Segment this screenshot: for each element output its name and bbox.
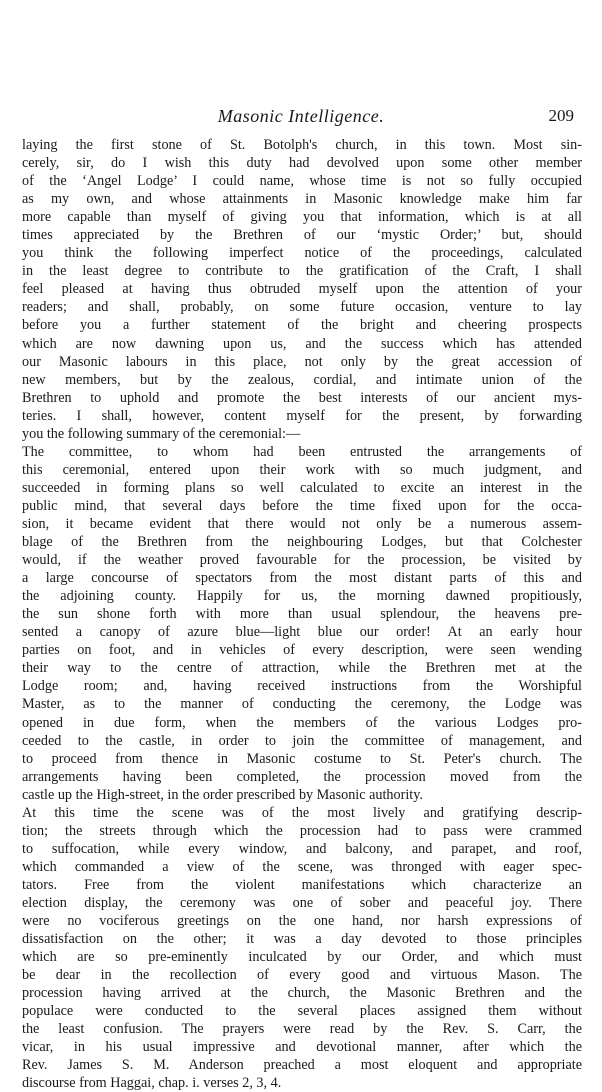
text-line: blage of the Brethren from the neighbouring Lodges, but that Colchester	[22, 534, 582, 551]
running-title: Masonic Intelligence.	[217, 106, 385, 126]
text-line: which commanded a view of the scene, was thronged with eager spec-	[22, 858, 582, 875]
text-line: times appreciated by the Brethren of our ‘mystic Order;’ but, should	[22, 227, 582, 244]
text-line: sion, it became evident that there would not only be a numerous assem-	[22, 515, 582, 532]
text-line: teries. I shall, however, content myself for the present, by forwarding	[22, 407, 582, 424]
text-line: arrangements having been completed, the procession moved from the	[22, 768, 582, 785]
text-line: were no vociferous greetings on the one hand, nor harsh expressions of	[22, 913, 582, 930]
text-line: which are so pre-eminently inculcated by our Order, and which must	[22, 949, 582, 966]
text-line: you the following summary of the ceremonial:—	[22, 425, 301, 442]
text-line: this ceremonial, entered upon their work with so much judgment, and	[22, 461, 582, 478]
text-line: The committee, to whom had been entrusted the arrangements of	[22, 443, 582, 460]
text-line: discourse from Haggai, chap. i. verses 2, 3, 4.	[22, 1075, 282, 1092]
text-line: our Masonic labours in this place, not only by the great accession of	[22, 353, 582, 370]
text-line: more capable than myself of giving you that information, which is at all	[22, 209, 582, 226]
text-line: the least confusion. The prayers were read by the Rev. S. Carr, the	[22, 1021, 582, 1038]
text-line: you think the following imperfect notice of the proceedings, calculated	[22, 245, 582, 262]
text-line: the adjoining county. Happily for us, the morning dawned propitiously,	[22, 588, 582, 605]
text-line: procession having arrived at the church, the Masonic Brethren and the	[22, 985, 582, 1002]
text-line: sented a canopy of azure blue—light blue our order! At an early hour	[22, 624, 582, 641]
text-line: Master, as to the manner of conducting the ceremony, the Lodge was	[22, 696, 582, 713]
text-line: castle up the High-street, in the order prescribed by Masonic authority.	[22, 786, 423, 803]
text-line: At this time the scene was of the most lively and gratifying descrip-	[22, 804, 582, 821]
text-line: to proceed from thence in Masonic costume to St. Peter's church. The	[22, 750, 582, 767]
text-line: tators. Free from the violent manifestations which characterize an	[22, 876, 582, 893]
text-line: opened in due form, when the members of the various Lodges pro-	[22, 714, 582, 731]
text-line: which are now dawning upon us, and the success which has attended	[22, 335, 582, 352]
text-line: before you a further statement of the bright and cheering prospects	[22, 317, 582, 334]
running-header	[22, 106, 580, 128]
text-line: Rev. James S. M. Anderson preached a most eloquent and appropriate	[22, 1057, 582, 1074]
body-text	[22, 136, 582, 1092]
text-line: vicar, in his usual impressive and devotional manner, after which the	[22, 1039, 582, 1056]
text-line: succeeded in forming plans so well calculated to excite an interest in the	[22, 479, 582, 496]
text-line: cerely, sir, do I wish this duty had devolved upon some other member	[22, 155, 582, 172]
text-line: of the ‘Angel Lodge’ I could name, whose time is not so fully occupied	[22, 173, 582, 190]
text-line: new members, but by the zealous, cordial, and intimate union of the	[22, 371, 582, 388]
text-line: would, if the weather proved favourable for the procession, be visited by	[22, 552, 582, 569]
text-line: parties on foot, and in vehicles of every description, were seen wending	[22, 642, 582, 659]
text-line: Lodge room; and, having received instructions from the Worshipful	[22, 678, 582, 695]
text-line: in the least degree to contribute to the gratification of the Craft, I shall	[22, 263, 582, 280]
text-line: public mind, that several days before the time fixed upon for the occa-	[22, 497, 582, 514]
text-line: ceeded to the castle, in order to join the committee of management, and	[22, 732, 582, 749]
text-line: a large concourse of spectators from the most distant parts of this and	[22, 570, 582, 587]
text-line: as my own, and whose attainments in Masonic knowledge make him far	[22, 191, 582, 208]
text-line: dissatisfaction on the other; it was a day devoted to those principles	[22, 931, 582, 948]
text-line: the sun shone forth with more than usual splendour, the heavens pre-	[22, 606, 582, 623]
text-line: election display, the ceremony was one of sober and peaceful joy. There	[22, 894, 582, 911]
text-line: to suffocation, while every window, and balcony, and parapet, and roof,	[22, 840, 582, 857]
text-line: populace were conducted to the several places assigned them without	[22, 1003, 582, 1020]
text-line: their way to the centre of attraction, while the Brethren met at the	[22, 660, 582, 677]
text-line: feel pleased at having thus obtruded myself upon the attention of your	[22, 281, 582, 298]
text-line: Brethren to uphold and promote the best interests of our ancient mys-	[22, 389, 582, 406]
text-line: be dear in the recollection of every good and virtuous Mason. The	[22, 967, 582, 984]
text-line: tion; the streets through which the procession had to pass were crammed	[22, 822, 582, 839]
text-line: readers; and shall, probably, on some future occasion, venture to lay	[22, 299, 582, 316]
page-number: 209	[548, 106, 574, 125]
text-line: laying the first stone of St. Botolph's church, in this town. Most sin-	[22, 137, 582, 153]
